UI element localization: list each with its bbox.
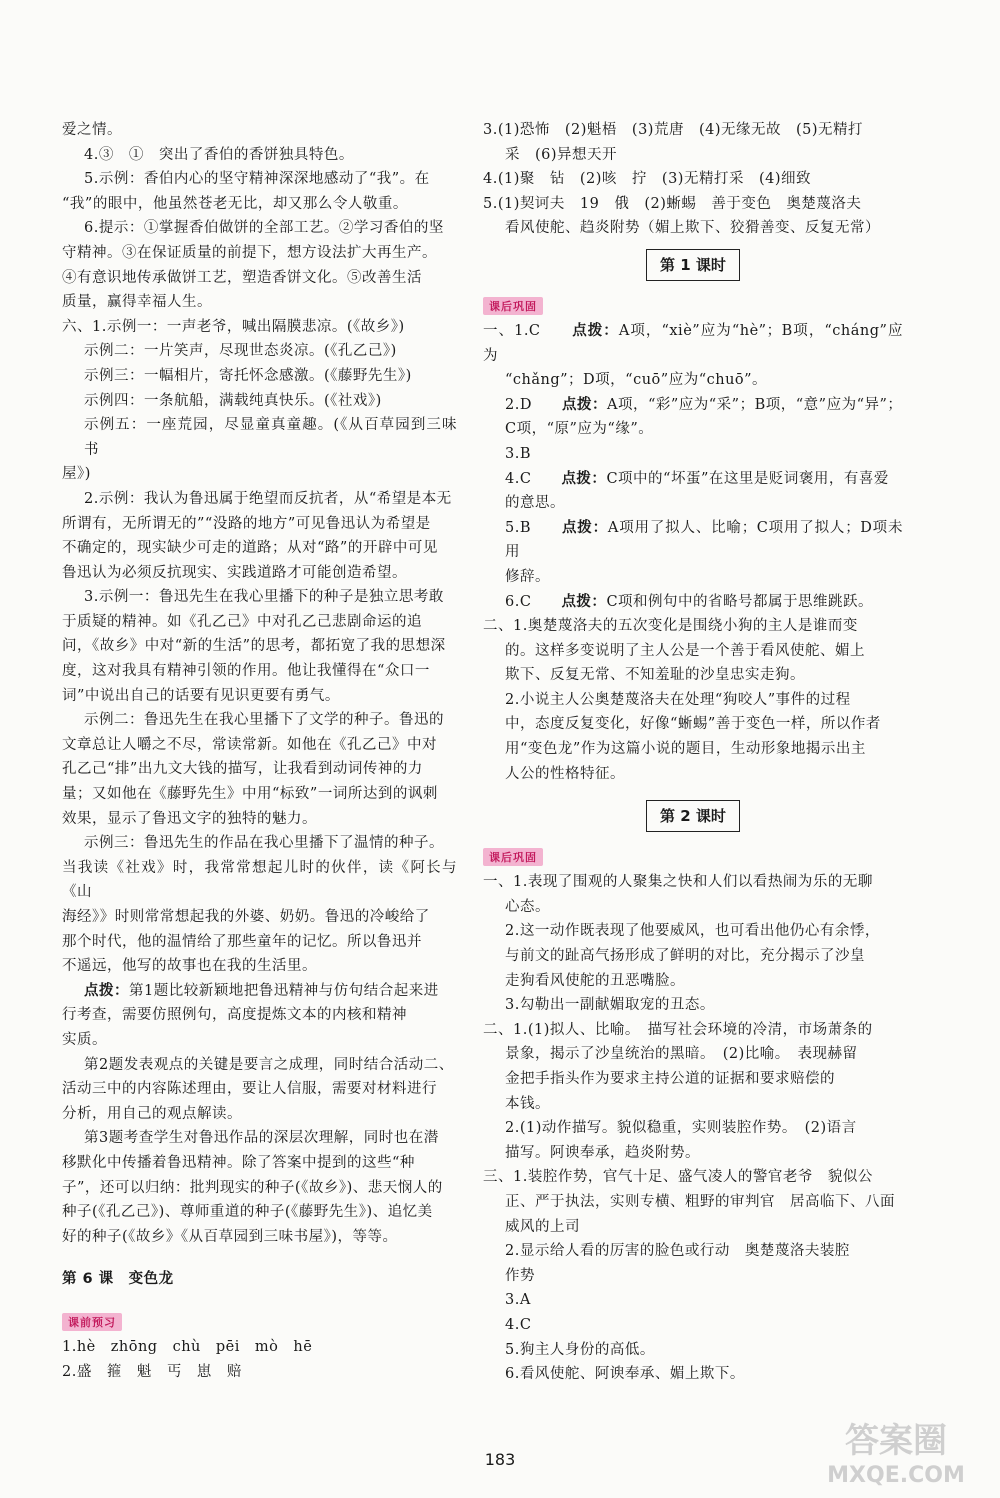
text-line (483, 1239, 903, 1264)
line-text: 采 (6)异想天开 (505, 146, 618, 163)
text-line (483, 1264, 903, 1289)
text-line (62, 1360, 457, 1385)
line-text: 第1题比较新颖地把鲁迅精神与仿句结合起来进 (129, 982, 439, 999)
text-line (483, 1338, 903, 1363)
text-line (62, 905, 457, 930)
line-text: 修辞。 (505, 568, 550, 585)
answer-choice: 4.C (505, 470, 562, 487)
text-line (483, 167, 903, 192)
line-text: 鲁迅认为必须反抗现实、实践道路才可能创造希望。 (62, 564, 407, 581)
text-line (62, 413, 457, 462)
line-text: 活动三中的内容陈述理由，要让人信服，需要对材料进行 (62, 1081, 437, 1098)
text-line (483, 565, 903, 590)
line-text: 屋》) (62, 466, 91, 483)
line-text: 心态。 (505, 898, 550, 915)
line-text: 分析，用自己的观点解读。 (62, 1105, 242, 1122)
line-text: 看风使舵、趋炎附势（媚上欺下、狡猾善变、反复无常） (505, 220, 880, 237)
hint-label: 点拨： (84, 981, 129, 999)
line-text: 二、1.奥楚蔑洛夫的五次变化是围绕小狗的主人是谁而变 (483, 618, 858, 635)
text-line (62, 561, 457, 586)
line-text: 效果，显示了鲁迅文字的独特的魅力。 (62, 810, 317, 827)
line-text: 金把手指头作为要求主持公道的证据和要求赔偿的 (505, 1071, 835, 1087)
line-text: 4.(1)聚 钻 (2)咳 拧 (3)无精打采 (4)细致 (483, 171, 811, 188)
line-text: 2.显示给人看的厉害的脸色或行动 奥楚蔑洛夫装腔 (505, 1243, 850, 1260)
text-line (483, 639, 903, 664)
text-line (483, 614, 903, 639)
lesson-1-answers (483, 319, 903, 786)
line-text: 3.勾勒出一副献媚取宠的丑态。 (505, 997, 715, 1014)
left-column (62, 118, 457, 1385)
line-text: 作势 (505, 1267, 535, 1284)
line-text: 与前文的趾高气扬形成了鲜明的对比，充分揭示了沙皇 (505, 948, 865, 965)
pre-class-tag: 课前预习 (62, 1313, 122, 1331)
text-line (483, 762, 903, 787)
text-line (483, 919, 903, 944)
hint-label: 点拨： (572, 321, 619, 339)
text-line (62, 192, 457, 217)
text-line (62, 512, 457, 537)
line-text: 用“变色龙”作为这篇小说的题目，生动形象地揭示出主 (505, 741, 866, 758)
text-line (62, 389, 457, 414)
lesson-1-heading: 第 1 课时 (646, 249, 740, 281)
line-text: 守精神。③在保证质量的前提下，想方设法扩大再生产。 (62, 244, 437, 261)
line-text: 词”中说出自己的话要有见识更要有勇气。 (62, 687, 340, 704)
text-line (62, 1077, 457, 1102)
text-line (483, 192, 903, 217)
text-line (483, 417, 903, 442)
line-text: 走狗看风使舵的丑恶嘴脸。 (505, 972, 685, 989)
watermark-logo (806, 1410, 986, 1490)
line-text: 子”，还可以归纳：批判现实的种子(《故乡》)、悲天悯人的 (62, 1179, 443, 1196)
text-line (62, 315, 457, 340)
hint-text: A项用了拟人、比喻；C项用了拟人；D项未用 (505, 519, 903, 561)
text-line (483, 216, 903, 241)
lesson-2-heading: 第 2 课时 (646, 800, 740, 832)
line-text: 示例四：一条航船，满载纯真快乐。(《社戏》) (84, 392, 382, 409)
text-line (483, 993, 903, 1018)
text-line (62, 1053, 457, 1078)
line-text: 1.hè zhōng chù pēi mò hē (62, 1339, 313, 1356)
line-text: 好的种子(《故乡》《从百草园到三味书屋》)，等等。 (62, 1228, 398, 1245)
line-text: 六、1.示例一：一声老爷，喊出隔膜悲凉。(《故乡》) (62, 318, 405, 335)
line-text: 示例五：一座荒园，尽显童真童趣。(《从百草园到三味书 (84, 417, 457, 458)
text-line (483, 143, 903, 168)
line-text: 实质。 (62, 1031, 107, 1048)
text-line (62, 634, 457, 659)
text-line (483, 1165, 903, 1190)
line-text: 质量，赢得幸福人生。 (62, 294, 212, 311)
line-text: 爱之情。 (62, 122, 122, 138)
hint-text: A项，“彩”应为“采”；B项，“意”应为“异”； (606, 396, 903, 413)
text-line (483, 491, 903, 516)
answer-choice: 6.C (505, 593, 562, 610)
line-text: 孔乙己“排”出九文大钱的描写，让我看到动词传神的力 (62, 761, 423, 778)
text-line (62, 733, 457, 758)
text-line (62, 1126, 457, 1151)
line-text: 的意思。 (505, 495, 565, 512)
text-line (483, 1092, 903, 1117)
line-text: C项，“原”应为“缘”。 (505, 421, 654, 438)
line-text: 行考查，需要仿照例句，高度提炼文本的内核和精神 (62, 1007, 407, 1024)
text-line (62, 1176, 457, 1201)
text-line (483, 969, 903, 994)
text-line (483, 895, 903, 920)
line-text: 海经》》时则常常想起我的外婆、奶奶。鲁迅的冷峻给了 (62, 909, 430, 925)
line-text: 5.(1)契诃夫 19 俄 (2)蜥蜴 善于变色 奥楚蔑洛夫 (483, 195, 862, 212)
line-text: 2.示例：我认为鲁迅属于绝望而反抗者，从“希望是本无 (84, 490, 452, 507)
line-text: 示例二：鲁迅先生在我心里播下了文学的种子。鲁迅的 (84, 712, 444, 729)
answer-choice: 2.D (505, 396, 562, 413)
line-text: “chǎng”；D项，“cuō”应为“chuō”。 (505, 372, 768, 389)
line-text: 示例三：一幅相片，寄托怀念感激。(《藤野先生》) (84, 367, 412, 384)
line-text: 二、1.(1)拟人、比喻。 描写社会环境的冷清，市场萧条的 (483, 1021, 873, 1038)
page-number: 183 (484, 1450, 516, 1469)
text-line (62, 462, 457, 487)
text-line (62, 118, 457, 143)
text-line (62, 684, 457, 709)
line-text: 2.盛 箍 魁 丐 崽 赔 (62, 1363, 242, 1380)
text-line (62, 807, 457, 832)
pre-class-answers (62, 1335, 457, 1384)
text-line (483, 712, 903, 737)
line-text: 6.看风使舵、阿谀奉承、媚上欺下。 (505, 1366, 745, 1383)
text-line (483, 1042, 903, 1067)
line-text: 当我读《社戏》时，我常常想起儿时的伙伴，读《阿长与《山 (62, 859, 457, 901)
text-line (62, 290, 457, 315)
watermark-line1: 答案圈 (845, 1421, 947, 1461)
line-text: 第3题考查学生对鲁迅作品的深层次理解，同时也在潜 (84, 1130, 439, 1147)
text-line (483, 467, 903, 492)
text-line (483, 944, 903, 969)
text-line (483, 1190, 903, 1215)
text-line (483, 737, 903, 762)
text-line (62, 487, 457, 512)
line-text: 3.(1)恐怖 (2)魁梧 (3)荒唐 (4)无缘无故 (5)无精打 (483, 122, 864, 138)
after-class-tag-1: 课后巩固 (483, 297, 543, 315)
lesson-title: 第 6 课 变色龙 (62, 1271, 174, 1288)
line-text: 示例二：一片笑声，尽现世态炎凉。(《孔乙己》) (84, 343, 397, 360)
text-line (483, 1288, 903, 1313)
text-line (62, 930, 457, 955)
line-text: ④有意识地传承做饼工艺，塑造香饼文化。⑤改善生活 (62, 269, 422, 286)
line-text: 度，这对我具有精神引领的作用。他让我懂得在“众口一 (62, 663, 430, 680)
text-line (62, 856, 457, 905)
hint-label: 点拨： (561, 518, 608, 536)
text-line (62, 167, 457, 192)
text-line (483, 1116, 903, 1141)
line-text: 4.③ ① 突出了香伯的香饼独具特色。 (84, 146, 354, 163)
line-text: 威风的上司 (505, 1218, 580, 1235)
line-text: 本钱。 (505, 1095, 550, 1112)
line-text: 一、1.表现了围观的人聚集之快和人们以看热闹为乐的无聊 (483, 874, 873, 891)
text-line (483, 688, 903, 713)
line-text: 2.(1)动作描写。貌似稳重，实则装腔作势。 (2)语言 (505, 1120, 857, 1137)
line-text: 2.这一动作既表现了他要威风，也可看出他仍心有余悸， (505, 923, 880, 940)
text-line (62, 782, 457, 807)
text-line (483, 1362, 903, 1387)
line-text: 5.狗主人身份的高低。 (505, 1341, 655, 1358)
line-text: 描写。阿谀奉承，趋炎附势。 (505, 1144, 700, 1161)
left-answer-text (62, 118, 457, 1249)
text-line (62, 757, 457, 782)
line-text: 那个时代，他的温情给了那些童年的记忆。所以鲁迅并 (62, 933, 422, 950)
text-line (62, 241, 457, 266)
answer-choice: 5.B (505, 519, 562, 536)
text-line (483, 590, 903, 615)
text-line (483, 1215, 903, 1240)
line-text: 6.提示：①掌握香伯做饼的全部工艺。②学习香伯的坚 (84, 220, 444, 237)
line-text: 一、1.C (483, 322, 573, 339)
text-line (62, 979, 457, 1004)
text-line (483, 870, 903, 895)
hint-text: C项中的“坏蛋”在这里是贬词褒用，有喜爱 (606, 470, 889, 487)
text-line (62, 143, 457, 168)
hint-text: C项和例句中的省略号都属于思维跳跃。 (606, 593, 874, 610)
text-line (62, 266, 457, 291)
hint-label: 点拨： (561, 395, 607, 413)
text-line (62, 1003, 457, 1028)
text-line (483, 516, 903, 565)
text-line (62, 339, 457, 364)
line-text: 3.示例一：鲁迅先生在我心里播下的种子是独立思考敢 (84, 589, 444, 606)
text-line (62, 364, 457, 389)
line-text: 第2题发表观点的关键是要言之成理，同时结合活动二、 (84, 1056, 454, 1073)
lesson-2-answers (483, 870, 903, 1386)
hint-label: 点拨： (561, 469, 607, 487)
line-text: 中，态度反复变化，好像“蜥蜴”善于变色一样，所以作者 (505, 716, 881, 733)
line-text: 正、严于执法，实则专横、粗野的审判官 居高临下、八面 (505, 1193, 895, 1210)
right-top-answers (483, 118, 903, 241)
text-line (62, 954, 457, 979)
text-line (62, 216, 457, 241)
text-line (483, 368, 903, 393)
text-line (62, 831, 457, 856)
text-line (62, 1102, 457, 1127)
line-text: 欺下、反复无常、不知羞耻的沙皇忠实走狗。 (505, 667, 805, 684)
text-line (62, 1335, 457, 1360)
text-line (483, 1067, 903, 1092)
line-text: 5.示例：香伯内心的坚守精神深深地感动了“我”。在 (84, 171, 430, 188)
text-line (62, 1151, 457, 1176)
line-text: “我”的眼中，他虽然苍老无比，却又那么令人敬重。 (62, 195, 408, 212)
line-text: 文章总让人嚼之不尽，常读常新。如他在《孔乙己》中对 (62, 736, 437, 753)
hint-text: A项，“xiè”应为“hè”；B项，“cháng”应为 (483, 322, 903, 364)
line-text: 种子(《孔乙己》)、尊师重道的种子(《藤野先生》)、追忆美 (62, 1204, 433, 1221)
text-line (483, 442, 903, 467)
text-line (62, 610, 457, 635)
text-line (62, 536, 457, 561)
text-line (62, 708, 457, 733)
text-line (62, 1028, 457, 1053)
watermark-line2: MXQE.COM (827, 1463, 965, 1488)
line-text: 三、1.装腔作势，官气十足、盛气凌人的警官老爷 貌似公 (483, 1169, 873, 1186)
line-text: 3.B (505, 445, 531, 462)
after-class-tag-2: 课后巩固 (483, 848, 543, 866)
line-text: 3.A (505, 1292, 531, 1309)
text-line (483, 663, 903, 688)
text-line (62, 1225, 457, 1250)
line-text: 问，《故乡》中对“新的生活”的思考，都拓宽了我的思想深 (62, 638, 446, 655)
text-line (483, 1141, 903, 1166)
text-line (483, 118, 903, 143)
line-text: 4.C (505, 1316, 532, 1333)
line-text: 2.小说主人公奥楚蔑洛夫在处理“狗咬人”事件的过程 (505, 691, 851, 708)
text-line (62, 1200, 457, 1225)
right-column (483, 118, 903, 1387)
line-text: 示例三：鲁迅先生的作品在我心里播下了温情的种子。 (84, 835, 444, 852)
line-text: 人公的性格特征。 (505, 765, 625, 782)
text-line (62, 659, 457, 684)
line-text: 量；又如他在《藤野先生》中用“标致”一词所达到的讽刺 (62, 786, 438, 803)
text-line (483, 1018, 903, 1043)
line-text: 所谓有，无所谓无的”“没路的地方”可见鲁迅认为希望是 (62, 515, 431, 532)
text-line (483, 1313, 903, 1338)
line-text: 移默化中传播着鲁迅精神。除了答案中提到的这些“种 (62, 1154, 415, 1171)
line-text: 不遥远，他写的故事也在我的生活里。 (62, 958, 317, 975)
text-line (483, 393, 903, 418)
text-line (62, 585, 457, 610)
line-text: 不确定的，现实缺少可走的道路；从对“路”的开辟中可见 (62, 540, 438, 557)
line-text: 于质疑的精神。如《孔乙己》中对孔乙己悲剧命运的追 (62, 613, 422, 630)
line-text: 景象，揭示了沙皇统治的黑暗。 (2)比喻。 表现赫留 (505, 1046, 858, 1063)
line-text: 的。这样多变说明了主人公是一个善于看风使舵、媚上 (505, 642, 865, 659)
hint-label: 点拨： (561, 592, 607, 610)
text-line (483, 319, 903, 368)
